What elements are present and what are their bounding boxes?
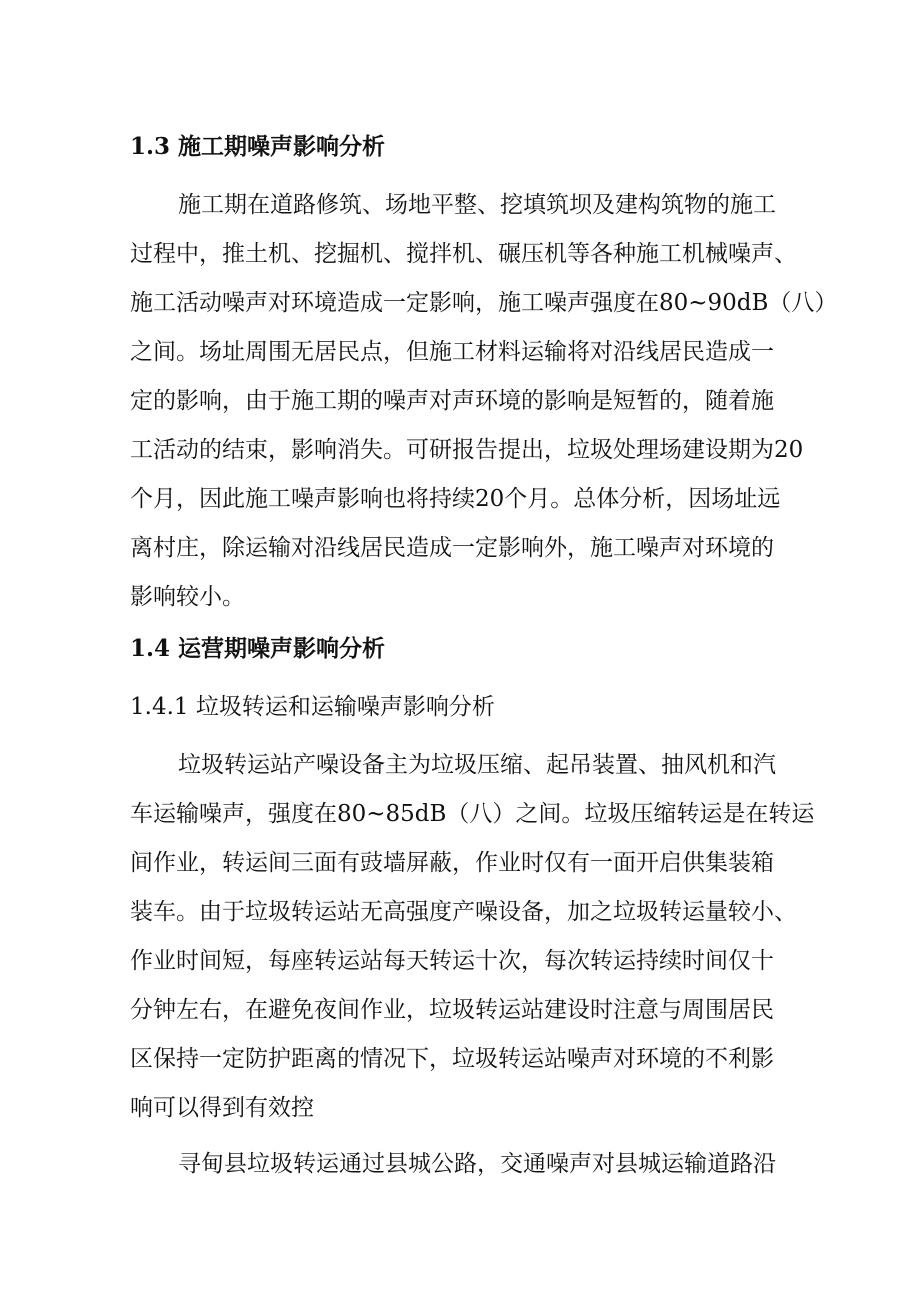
paragraph-line: 间作业，转运间三面有豉墙屏蔽，作业时仅有一面开启供集装箱 [130, 850, 774, 876]
paragraph-line: 过程中，推土机、挖掘机、搅拌机、碾压机等各种施工机械噪声、 [130, 241, 797, 267]
paragraph-line: 个月，因此施工噪声影响也将持续20个月。总体分析，因场址远 [130, 486, 781, 512]
section-1-3-paragraph [130, 181, 838, 622]
paragraph-line: 施工活动噪声对环境造成一定影响，施工噪声强度在80~90dB（八） [130, 290, 838, 316]
paragraph-line: 响可以得到有效控 [130, 1095, 314, 1121]
paragraph-line: 装车。由于垃圾转运站无高强度产噪设备，加之垃圾转运量较小、 [130, 899, 797, 925]
section-1-4-1-paragraph-1 [130, 741, 815, 1133]
section-heading-1-4: 1.4 运营期噪声影响分析 [130, 635, 386, 662]
section-heading-1-3: 1.3 施工期噪声影响分析 [130, 133, 386, 160]
paragraph-line: 影响较小。 [130, 584, 245, 610]
paragraph-line: 之间。场址周围无居民点，但施工材料运输将对沿线居民造成一 [130, 339, 774, 365]
paragraph-line: 施工期在道路修筑、场地平整、挖填筑坝及建构筑物的施工 [178, 192, 776, 218]
paragraph-line: 分钟左右，在避免夜间作业，垃圾转运站建设时注意与周围居民 [130, 997, 774, 1023]
paragraph-line: 工活动的结束，影响消失。可研报告提出，垃圾处理场建设期为20 [130, 437, 804, 463]
paragraph-line: 作业时间短，每座转运站每天转运十次，每次转运持续时间仅十 [130, 948, 774, 974]
subsection-heading-1-4-1: 1.4.1 垃圾转运和运输噪声影响分析 [130, 694, 495, 720]
paragraph-line: 垃圾转运站产噪设备主为垃圾压缩、起吊装置、抽风机和汽 [178, 752, 776, 778]
section-1-4-1-paragraph-2 [130, 1140, 805, 1189]
paragraph-line: 寻甸县垃圾转运通过县城公路，交通噪声对县城运输道路沿 [178, 1151, 776, 1177]
paragraph-line: 区保持一定防护距离的情况下，垃圾转运站噪声对环境的不利影 [130, 1046, 774, 1072]
paragraph-line: 离村庄，除运输对沿线居民造成一定影响外，施工噪声对环境的 [130, 535, 774, 561]
paragraph-line: 车运输噪声，强度在80~85dB（八）之间。垃圾压缩转运是在转运 [130, 801, 815, 827]
paragraph-line: 定的影响，由于施工期的噪声对声环境的影响是短暂的，随着施 [130, 388, 774, 414]
